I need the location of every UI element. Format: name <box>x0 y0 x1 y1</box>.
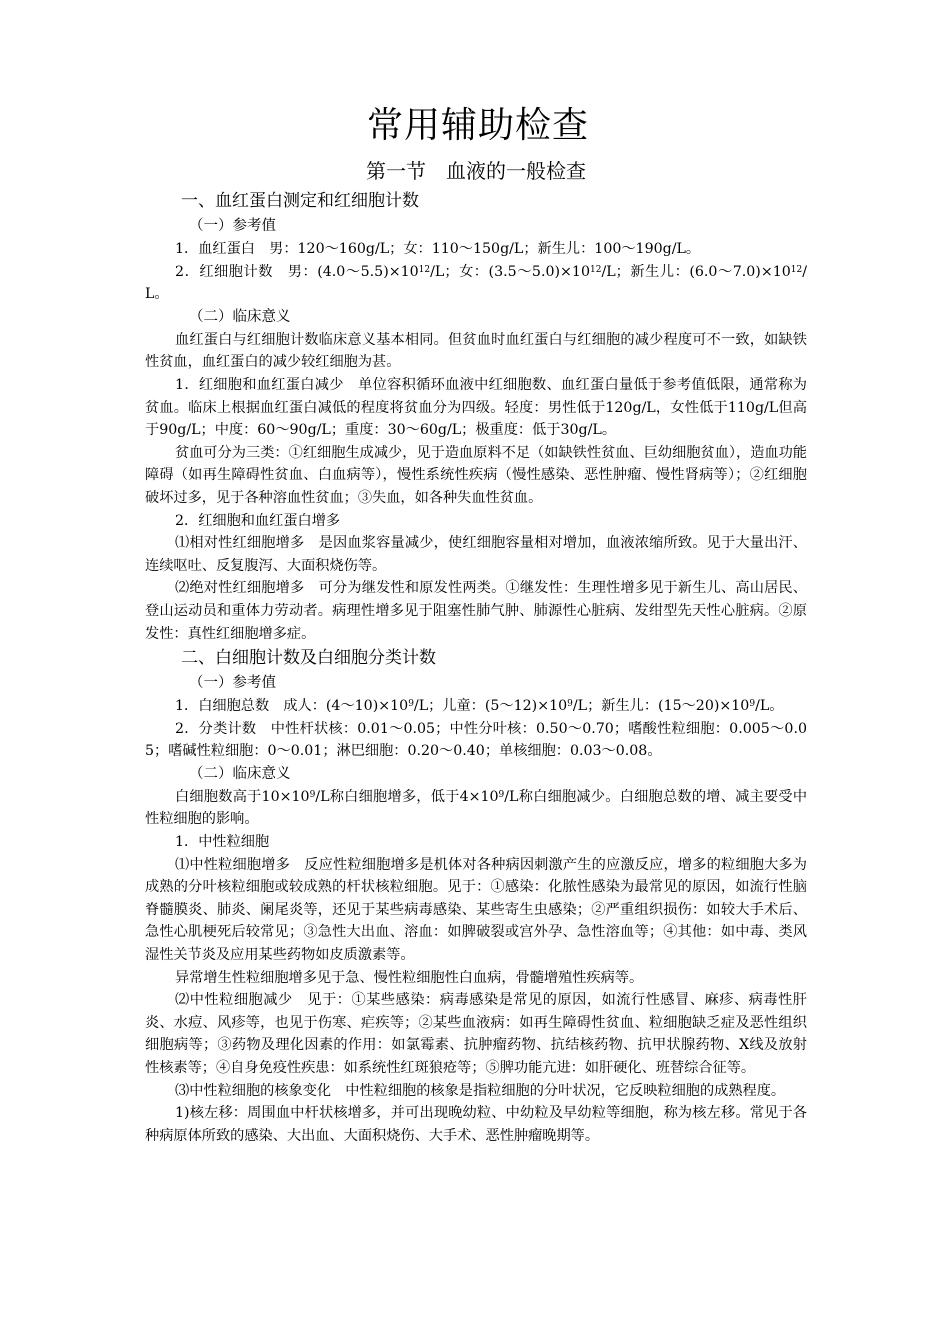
exponent: 12 <box>790 264 803 275</box>
paragraph-wbc-reference <box>145 695 807 718</box>
section-heading: 第一节 血液的一般检查 <box>366 159 586 183</box>
paragraph-neutrophil-decrease: ⑵中性粒细胞减少 见于：①某些感染：病毒感染是常见的原因，如流行性感冒、麻疹、病毒性肝炎、水痘、风疹等，也见于伤寒、疟疾等；②某些血液病：如再生障碍性贫血、粒细胞缺乏症及恶性组织细胞病等；③药物及理化因素的作用：如氯霉素、抗肿瘤药物、抗结核药物、抗甲状腺药物、X线及放射性核素等；④自身免疫性疾患：如系统性红斑狼疮等；⑤脾功能亢进：如肝硬化、班替综合征等。 <box>145 992 807 1076</box>
subheading-reference-values-2: （一）参考值 <box>189 675 276 692</box>
exponent: 12 <box>589 264 602 275</box>
text-run: 白细胞数高于10×10 <box>175 788 310 805</box>
paragraph-anemia-types: 贫血可分为三类：①红细胞生成减少，见于造血原料不足（如缺铁性贫血、巨幼细胞贫血），造血功能障碍（如再生障碍性贫血、白血病等），慢性系统性疾病（慢性感染、恶性肿瘤、慢性肾病等）；②红细胞破坏过多，见于各种溶血性贫血；③失血，如各种失血性贫血。 <box>145 444 807 506</box>
paragraph-absolute-increase: ⑵绝对性红细胞增多 可分为继发性和原发性两类。①继发性：生理性增多见于新生儿、高山居民、登山运动员和重体力劳动者。病理性增多见于阻塞性肺气肿、肺源性心脏病、发绀型先天性心脏病。②原发性：真性红细胞增多症。 <box>145 580 807 642</box>
text-run: /L；儿童：(5～12)×10 <box>413 698 568 715</box>
text-run: /L；新生儿：(15～20)×10 <box>572 698 750 715</box>
exponent: 9 <box>567 699 573 710</box>
exponent: 9 <box>749 699 756 710</box>
paragraph-rbc-reference <box>145 261 807 306</box>
text-run: /L；女：(3.5～5.0)×10 <box>430 263 590 280</box>
paragraph-clinical-intro: 血红蛋白与红细胞计数临床意义基本相同。但贫血时血红蛋白与红细胞的减少程度可不一致，如缺铁性贫血，血红蛋白的减少较红细胞为甚。 <box>145 331 807 371</box>
exponent: 9 <box>498 789 505 800</box>
subheading-reference-values-1: （一）参考值 <box>189 218 276 234</box>
heading-hemoglobin-rbc: 一、血红蛋白测定和红细胞计数 <box>181 191 419 211</box>
paragraph-nuclear-shift: ⑶中性粒细胞的核象变化 中性粒细胞的核象是指粒细胞的分叶状况，它反映粒细胞的成熟程度。 <box>175 1082 786 1099</box>
subheading-clinical-significance-2: （二）临床意义 <box>189 765 291 782</box>
paragraph-neutrophil-increase: ⑴中性粒细胞增多 反应性粒细胞增多是机体对各种病因刺激产生的应激反应，增多的粒细胞大多为成熟的分叶核粒细胞或较成熟的杆状核粒细胞。见于：①感染：化脓性感染为最常见的原因，如流行性脑脊髓膜炎、肺炎、阑尾炎等，还见于某些病毒感染、某些寄生虫感染；②严重组织损伤：如较大手术后、急性心肌梗死后较常见；③急性大出血、溶血：如脾破裂或宫外孕、急性溶血等；④其他：如中毒、类风湿性关节炎及应用某些药物如皮质激素等。 <box>145 856 807 964</box>
text-run: /L称白细胞减少。白细胞总数的增、减主要受中性粒细胞的影响。 <box>145 788 808 828</box>
paragraph-increase-heading: 2．红细胞和血红蛋白增多 <box>175 512 341 529</box>
paragraph-hemoglobin-reference: 1．血红蛋白 男：120～160g/L；女：110～150g/L；新生儿：100～190g/L。 <box>175 241 701 257</box>
document-title: 常用辅助检查 <box>366 105 589 146</box>
exponent: 12 <box>418 264 431 275</box>
heading-wbc: 二、白细胞计数及白细胞分类计数 <box>181 648 436 669</box>
text-run: 1．白细胞总数 成人：(4～10)×10 <box>175 698 409 715</box>
text-run: /L。 <box>755 698 784 715</box>
text-run: /L。 <box>145 263 807 303</box>
paragraph-decrease: 1．红细胞和血红蛋白减少 单位容积循环血液中红细胞数、血红蛋白量低于参考值低限，通常称为贫血。临床上根据血红蛋白减低的程度将贫血分为四级。轻度：男性低于120g/L，女性低于110g/L但高于90g/L；中度：60～90g/L；重度：30～60g/L；极重度：低于30g/L。 <box>145 376 807 439</box>
paragraph-differential-reference: 2．分类计数 中性杆状核：0.01～0.05；中性分叶核：0.50～0.70；嗜酸性粒细胞：0.005～0.05；嗜碱性粒细胞：0～0.01；淋巴细胞：0.20～0.40；单核细胞：0.03～0.08。 <box>145 720 807 760</box>
paragraph-left-shift: 1)核左移：周围血中杆状核增多，并可出现晚幼粒、中幼粒及早幼粒等细胞，称为核左移。常见于各种病原体所致的感染、大出血、大面积烧伤、大手术、恶性肿瘤晚期等。 <box>145 1105 807 1144</box>
paragraph-abnormal-proliferation: 异常增生性粒细胞增多见于急、慢性粒细胞性白血病，骨髓增殖性疾病等。 <box>175 969 644 986</box>
paragraph-relative-increase: ⑴相对性红细胞增多 是因血浆容量减少，使红细胞容量相对增加，血液浓缩所致。见于大量出汗、连续呕吐、反复腹泻、大面积烧伤等。 <box>145 535 807 574</box>
text-run: /L；新生儿：(6.0～7.0)×10 <box>601 263 791 280</box>
document-page <box>145 98 807 1147</box>
text-run: /L称白细胞增多，低于4×10 <box>315 788 499 805</box>
text-run: 2．红细胞计数 男：(4.0～5.5)×10 <box>175 263 419 280</box>
paragraph-neutrophil-heading: 1．中性粒细胞 <box>175 834 270 851</box>
exponent: 9 <box>309 789 316 800</box>
subheading-clinical-significance-1: （二）临床意义 <box>189 308 291 325</box>
exponent: 9 <box>408 699 414 710</box>
paragraph-wbc-clinical-intro <box>145 786 807 831</box>
